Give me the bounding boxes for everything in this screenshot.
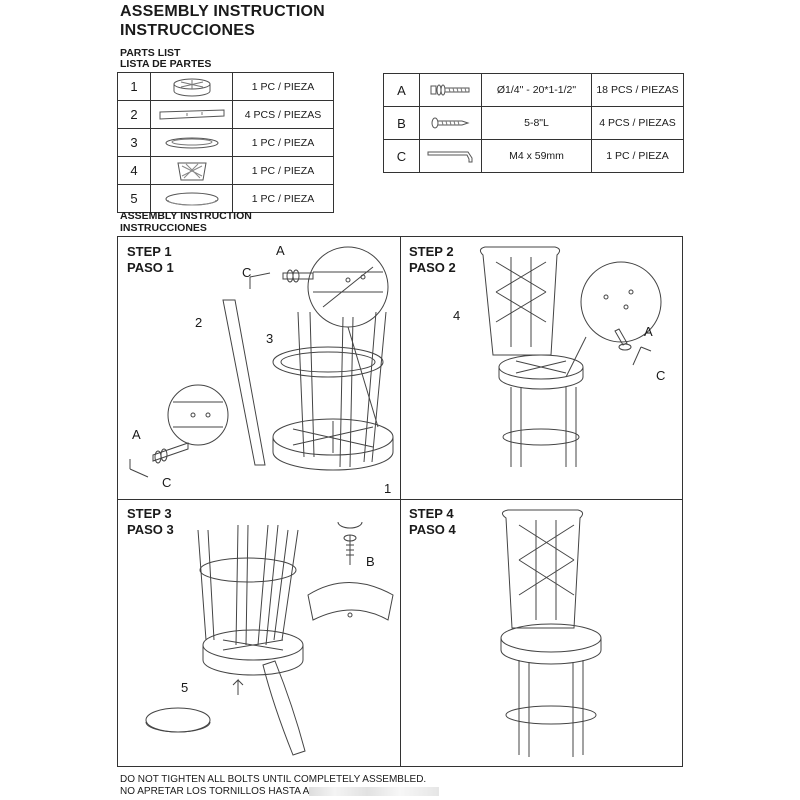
hardware-spec: M4 x 59mm	[482, 140, 592, 173]
blurred-watermark	[309, 787, 439, 796]
step-4-panel	[400, 499, 683, 767]
hardware-code: C	[384, 140, 420, 173]
hardware-code: B	[384, 107, 420, 140]
step-2-panel	[400, 236, 683, 500]
parts-row	[118, 73, 334, 101]
title-en: ASSEMBLY INSTRUCTION	[120, 3, 325, 20]
step-1-panel	[117, 236, 401, 500]
part-number: 5	[118, 185, 151, 213]
part-qty: 1 PC / PIEZA	[233, 157, 334, 185]
step-2-illustration	[401, 237, 684, 501]
part-number: 4	[118, 157, 151, 185]
parts-row	[118, 185, 334, 213]
label-1: 1	[384, 481, 392, 496]
hardware-qty: 1 PC / PIEZA	[592, 140, 684, 173]
label-5: 5	[181, 680, 189, 695]
label-4: 4	[453, 308, 461, 323]
label-c: C	[656, 368, 666, 383]
footer-warning-es-text: NO APRETAR LOS TORNILLOS HASTA A	[120, 786, 310, 797]
part-number: 3	[118, 129, 151, 157]
part-qty: 4 PCS / PIEZAS	[233, 101, 334, 129]
part-qty: 1 PC / PIEZA	[233, 185, 334, 213]
label-3: 3	[266, 331, 274, 346]
hardware-spec: Ø1/4" - 20*1-1/2"	[482, 74, 592, 107]
step-4-title-en: STEP 4	[409, 506, 454, 521]
parts-row	[118, 101, 334, 129]
leg-icon	[151, 101, 233, 129]
tufted-backrest-icon	[151, 157, 233, 185]
seat-cushion-icon	[151, 185, 233, 213]
parts-list-heading-es: LISTA DE PARTES	[120, 58, 212, 70]
parts-list-heading-en: PARTS LIST	[120, 47, 181, 59]
label-b: B	[366, 554, 375, 569]
step-3-title-en: STEP 3	[127, 506, 172, 521]
label-a: A	[132, 427, 141, 442]
part-qty: 1 PC / PIEZA	[233, 73, 334, 101]
parts-row	[118, 157, 334, 185]
footer-warning-en: DO NOT TIGHTEN ALL BOLTS UNTIL COMPLETELY ASSEMBLED.	[120, 774, 427, 785]
hardware-row	[384, 140, 684, 173]
step-4-illustration	[401, 500, 684, 768]
hardware-qty: 18 PCS / PIEZAS	[592, 74, 684, 107]
parts-row	[118, 129, 334, 157]
assembly-heading-en: ASSEMBLY INSTRUCTION	[120, 210, 252, 222]
step-3-illustration	[118, 500, 402, 768]
allen-key-icon	[420, 140, 482, 173]
step-1-title-en: STEP 1	[127, 244, 172, 259]
part-qty: 1 PC / PIEZA	[233, 129, 334, 157]
hardware-qty: 4 PCS / PIEZAS	[592, 107, 684, 140]
label-a: A	[644, 324, 653, 339]
hardware-spec: 5-8"L	[482, 107, 592, 140]
label-a: A	[276, 243, 285, 258]
assembly-heading-es: INSTRUCCIONES	[120, 222, 207, 234]
swivel-seat-frame-icon	[151, 73, 233, 101]
bolt-with-washers-icon	[420, 74, 482, 107]
label-c: C	[162, 475, 172, 490]
parts-table	[117, 72, 334, 213]
hardware-table	[383, 73, 684, 173]
label-c: C	[242, 265, 252, 280]
part-number: 1	[118, 73, 151, 101]
step-1-illustration	[118, 237, 402, 501]
step-2-title-en: STEP 2	[409, 244, 454, 259]
hardware-row	[384, 74, 684, 107]
hardware-code: A	[384, 74, 420, 107]
step-3-panel	[117, 499, 401, 767]
step-4-title-es: PASO 4	[409, 522, 456, 537]
step-2-title-es: PASO 2	[409, 260, 456, 275]
step-1-title-es: PASO 1	[127, 260, 174, 275]
part-number: 2	[118, 101, 151, 129]
step-3-title-es: PASO 3	[127, 522, 174, 537]
hardware-row	[384, 107, 684, 140]
title-es: INSTRUCCIONES	[120, 22, 256, 39]
footrest-ring-icon	[151, 129, 233, 157]
footer-warning-es	[120, 786, 439, 798]
wood-screw-icon	[420, 107, 482, 140]
label-2: 2	[195, 315, 203, 330]
